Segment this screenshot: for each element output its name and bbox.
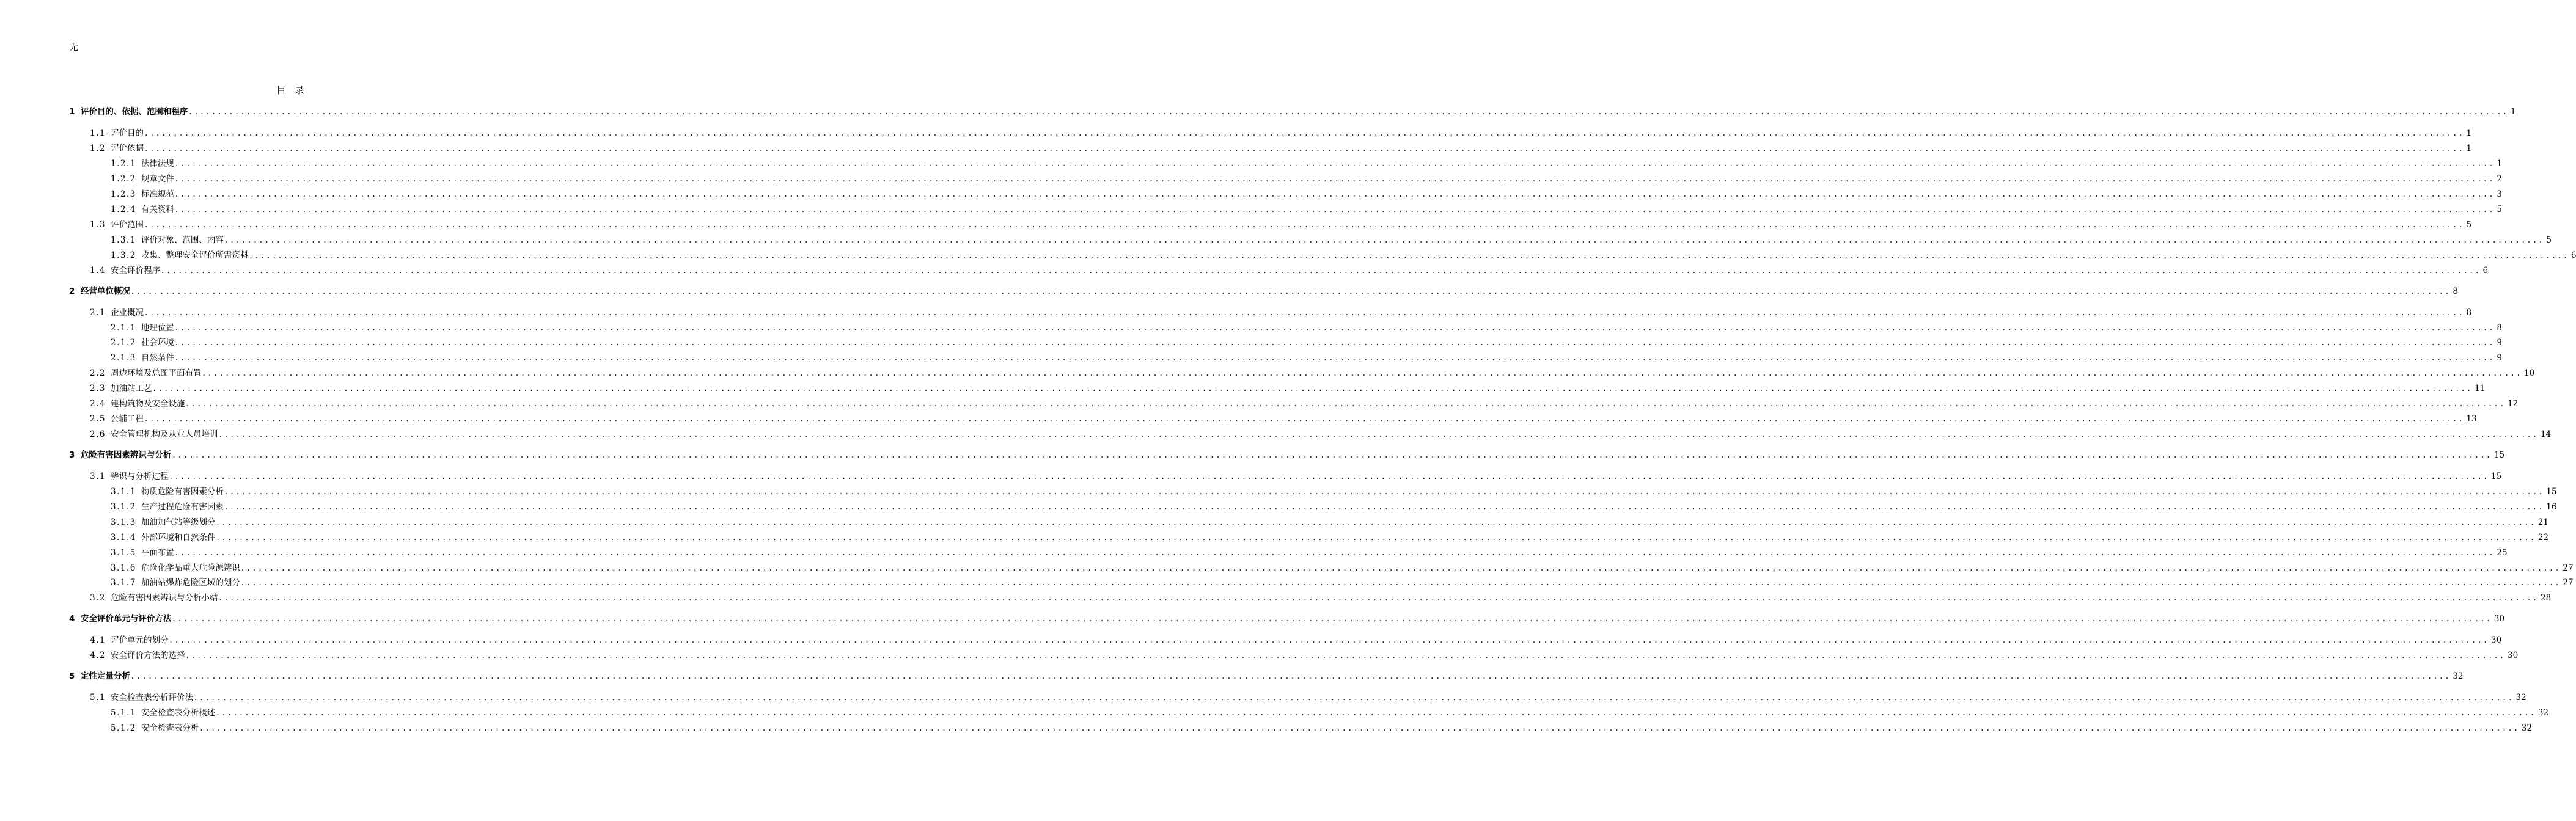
toc-entry-title: 法律法规: [141, 159, 174, 169]
toc-entry-title: 评价目的: [110, 128, 144, 138]
toc-entry[interactable]: [111, 322, 2502, 334]
toc-entry-number: 3.2: [90, 593, 106, 603]
toc-entry-page-number: 6: [2570, 250, 2576, 260]
toc-entry[interactable]: [90, 592, 2552, 604]
toc-entry-title: 地理位置: [141, 323, 174, 333]
toc-dot-leader: ................................................................................................................................................................................................................................................................................................................................................................................................................: [175, 548, 2496, 558]
toc-entry-page-number: 2: [2497, 174, 2502, 184]
toc-entry-title: 标准规范: [141, 189, 174, 199]
toc-entry-page-number: 6: [2482, 266, 2489, 275]
toc-dot-leader: ................................................................................................................................................................................................................................................................................................................................................................................................................: [194, 693, 2515, 702]
toc-dot-leader: ................................................................................................................................................................................................................................................................................................................................................................................................................: [189, 107, 2509, 117]
toc-entry-page-number: 10: [2524, 368, 2535, 378]
toc-entry-page-number: 8: [2453, 286, 2459, 296]
toc-entry-title: 安全评价程序: [110, 266, 160, 275]
toc-entry[interactable]: [90, 428, 2552, 440]
toc-entry[interactable]: [90, 634, 2502, 646]
toc-dot-leader: ................................................................................................................................................................................................................................................................................................................................................................................................................: [175, 174, 2496, 184]
toc-entry-page-number: 30: [2508, 651, 2519, 660]
toc-entry[interactable]: [69, 613, 2505, 625]
toc-dot-leader: ................................................................................................................................................................................................................................................................................................................................................................................................................: [175, 189, 2496, 199]
toc-entry-page-number: 25: [2497, 548, 2508, 558]
toc-entry-title: 安全评价方法的选择: [110, 651, 185, 660]
toc-entry-page-number: 1: [2497, 159, 2502, 169]
toc-entry-page-number: 30: [2493, 614, 2505, 624]
toc-dot-leader: ................................................................................................................................................................................................................................................................................................................................................................................................................: [224, 487, 2545, 497]
toc-entry[interactable]: [111, 352, 2502, 364]
toc-dot-leader: ................................................................................................................................................................................................................................................................................................................................................................................................................: [202, 368, 2523, 378]
toc-dot-leader: ................................................................................................................................................................................................................................................................................................................................................................................................................: [172, 614, 2493, 624]
toc-dot-leader: ................................................................................................................................................................................................................................................................................................................................................................................................................: [216, 533, 2537, 542]
toc-entry-number: 3.1.3: [111, 517, 136, 527]
toc-entry-title: 经营单位概况: [80, 286, 130, 296]
toc-entry[interactable]: [111, 486, 2557, 498]
toc-entry[interactable]: [111, 249, 2576, 261]
toc-entry[interactable]: [69, 285, 2459, 297]
toc-dot-leader: ................................................................................................................................................................................................................................................................................................................................................................................................................: [186, 399, 2506, 409]
toc-entry[interactable]: [90, 219, 2472, 231]
toc-entry[interactable]: [90, 382, 2486, 395]
toc-entry-title: 安全评价单元与评价方法: [80, 614, 172, 624]
toc-dot-leader: ................................................................................................................................................................................................................................................................................................................................................................................................................: [241, 578, 2562, 588]
toc-entry[interactable]: [111, 501, 2557, 513]
toc-entry-title: 危险有害因素辨识与分析: [80, 450, 172, 460]
toc-entry-page-number: 1: [2510, 107, 2516, 117]
toc-entry-number: 2.3: [90, 384, 106, 393]
toc-dot-leader: ................................................................................................................................................................................................................................................................................................................................................................................................................: [249, 250, 2570, 260]
toc-entry-page-number: 1: [2466, 144, 2472, 153]
toc-entry-number: 3: [69, 450, 76, 460]
toc-entry-number: 3.1.2: [111, 502, 136, 512]
toc-entry[interactable]: [90, 142, 2472, 155]
toc-entry-title: 周边环境及总图平面布置: [110, 368, 202, 378]
toc-entry[interactable]: [90, 413, 2477, 425]
toc-entry-number: 2: [69, 286, 76, 296]
toc-entry-title: 建构筑物及安全设施: [110, 399, 185, 409]
toc-entry[interactable]: [90, 691, 2526, 704]
toc-entry-title: 社会环境: [141, 338, 174, 348]
toc-entry-title: 危险化学品重大危险源辨识: [141, 563, 240, 573]
toc-entry-number: 5.1.1: [111, 708, 136, 718]
toc-entry[interactable]: [90, 398, 2519, 410]
toc-dot-leader: ................................................................................................................................................................................................................................................................................................................................................................................................................: [169, 472, 2490, 481]
toc-dot-leader: ................................................................................................................................................................................................................................................................................................................................................................................................................: [216, 708, 2537, 718]
toc-entry-title: 评价对象、范围、内容: [141, 235, 224, 245]
toc-entry-page-number: 13: [2466, 414, 2477, 424]
toc-entry-page-number: 5: [2466, 220, 2472, 230]
toc-entry-title: 安全检查表分析: [141, 723, 199, 733]
toc-entry-number: 1.2.2: [111, 174, 136, 184]
toc-entry-title: 评价范围: [110, 220, 144, 230]
toc-entry-title: 定性定量分析: [80, 671, 130, 681]
toc-entry-page-number: 16: [2546, 502, 2557, 512]
toc-entry[interactable]: [69, 106, 2516, 118]
toc-entry-number: 2.1.2: [111, 338, 136, 348]
toc-dot-leader: ................................................................................................................................................................................................................................................................................................................................................................................................................: [224, 235, 2545, 245]
toc-entry[interactable]: [90, 470, 2502, 483]
toc-entry-number: 1.3.2: [111, 250, 136, 260]
toc-entry[interactable]: [111, 562, 2574, 574]
toc-entry-number: 3.1.4: [111, 533, 136, 542]
toc-entry-title: 安全检查表分析评价法: [110, 693, 193, 702]
toc-entry[interactable]: [111, 234, 2552, 246]
toc-entry-title: 辨识与分析过程: [110, 472, 169, 481]
toc-entry-page-number: 21: [2537, 517, 2549, 527]
toc-entry[interactable]: [111, 158, 2502, 170]
toc-entry-page-number: 22: [2537, 533, 2549, 542]
toc-dot-leader: ................................................................................................................................................................................................................................................................................................................................................................................................................: [216, 517, 2537, 527]
toc-entry-number: 1.2.4: [111, 205, 136, 214]
toc-entry[interactable]: [111, 188, 2502, 200]
toc-dot-leader: ................................................................................................................................................................................................................................................................................................................................................................................................................: [175, 323, 2496, 333]
toc-entry-title: 危险有害因素辨识与分析小结: [110, 593, 218, 603]
toc-entry-number: 1.1: [90, 128, 106, 138]
toc-entry-number: 2.5: [90, 414, 106, 424]
toc-entry-title: 企业概况: [110, 308, 144, 318]
toc-dot-leader: ................................................................................................................................................................................................................................................................................................................................................................................................................: [219, 429, 2539, 439]
toc-entry-page-number: 3: [2497, 189, 2502, 199]
toc-dot-leader: ................................................................................................................................................................................................................................................................................................................................................................................................................: [169, 635, 2490, 645]
toc-entry-title: 有关资料: [141, 205, 174, 214]
toc-entry-title: 外部环境和自然条件: [141, 533, 216, 542]
toc-entry-page-number: 5: [2497, 205, 2502, 214]
toc-entry-number: 2.4: [90, 399, 106, 409]
toc-entry-page-number: 30: [2491, 635, 2502, 645]
toc-entry-title: 平面布置: [141, 548, 174, 558]
toc-dot-leader: ................................................................................................................................................................................................................................................................................................................................................................................................................: [175, 338, 2496, 348]
toc-entry-title: 评价依据: [110, 144, 144, 153]
toc-entry-page-number: 27: [2563, 563, 2574, 573]
toc-entry-title: 公辅工程: [110, 414, 144, 424]
toc-entry-number: 1.2.3: [111, 189, 136, 199]
toc-entry-page-number: 15: [2493, 450, 2505, 460]
toc-entry[interactable]: [111, 337, 2502, 349]
toc-dot-leader: ................................................................................................................................................................................................................................................................................................................................................................................................................: [186, 651, 2506, 660]
toc-entry-number: 5.1: [90, 693, 106, 702]
toc-title: 目录: [276, 84, 313, 96]
toc-dot-leader: ................................................................................................................................................................................................................................................................................................................................................................................................................: [131, 286, 2452, 296]
toc-dot-leader: ................................................................................................................................................................................................................................................................................................................................................................................................................: [161, 266, 2482, 275]
toc-dot-leader: ................................................................................................................................................................................................................................................................................................................................................................................................................: [144, 414, 2465, 424]
toc-entry-title: 收集、整理安全评价所需资料: [141, 250, 249, 260]
toc-entry-number: 1.3.1: [111, 235, 136, 245]
toc-entry-number: 3.1.1: [111, 487, 136, 497]
toc-entry-title: 规章文件: [141, 174, 174, 184]
toc-dot-leader: ................................................................................................................................................................................................................................................................................................................................................................................................................: [131, 671, 2452, 681]
toc-entry-title: 物质危险有害因素分析: [141, 487, 224, 497]
toc-entry[interactable]: [90, 265, 2489, 277]
toc-entry[interactable]: [111, 516, 2549, 528]
toc-entry-number: 4.2: [90, 651, 106, 660]
toc-entry-number: 2.2: [90, 368, 106, 378]
toc-entry-page-number: 11: [2475, 384, 2486, 393]
toc-entry-number: 5.1.2: [111, 723, 136, 733]
toc-entry-page-number: 5: [2546, 235, 2552, 245]
toc-entry[interactable]: [111, 203, 2502, 216]
toc-entry-page-number: 8: [2497, 323, 2502, 333]
toc-entry-page-number: 9: [2497, 353, 2502, 363]
toc-entry-number: 5: [69, 671, 76, 681]
toc-dot-leader: ................................................................................................................................................................................................................................................................................................................................................................................................................: [153, 384, 2473, 393]
toc-entry-title: 安全管理机构及从业人员培训: [110, 429, 218, 439]
toc-entry-number: 3.1.6: [111, 563, 136, 573]
toc-entry-number: 4: [69, 614, 76, 624]
toc-entry[interactable]: [90, 367, 2535, 379]
toc-entry[interactable]: [69, 449, 2505, 461]
toc-dot-leader: ................................................................................................................................................................................................................................................................................................................................................................................................................: [200, 723, 2520, 733]
toc-entry-number: 3.1.5: [111, 548, 136, 558]
toc-dot-leader: ................................................................................................................................................................................................................................................................................................................................................................................................................: [144, 308, 2465, 318]
toc-entry[interactable]: [90, 307, 2472, 319]
toc-entry-number: 1.4: [90, 266, 106, 275]
toc-entry[interactable]: [69, 670, 2464, 682]
toc-entry-number: 1.2: [90, 144, 106, 153]
toc-entry-number: 1: [69, 107, 76, 117]
toc-entry-title: 加油站工艺: [110, 384, 152, 393]
toc-entry-number: 2.6: [90, 429, 106, 439]
toc-entry[interactable]: [111, 577, 2574, 589]
toc-entry[interactable]: [111, 531, 2549, 544]
toc-entry[interactable]: [111, 173, 2502, 185]
page-header-text: 无: [69, 42, 79, 53]
toc-entry-title: 加油站爆炸危险区域的划分: [141, 578, 240, 588]
toc-entry-page-number: 32: [2537, 708, 2549, 718]
toc-dot-leader: ................................................................................................................................................................................................................................................................................................................................................................................................................: [144, 128, 2465, 138]
toc-entry-page-number: 32: [2521, 723, 2533, 733]
toc-dot-leader: ................................................................................................................................................................................................................................................................................................................................................................................................................: [144, 220, 2465, 230]
toc-dot-leader: ................................................................................................................................................................................................................................................................................................................................................................................................................: [175, 205, 2496, 214]
toc-entry-title: 安全检查表分析概述: [141, 708, 216, 718]
toc-entry[interactable]: [90, 649, 2519, 662]
toc-entry[interactable]: [90, 127, 2472, 139]
toc-entry-page-number: 15: [2546, 487, 2557, 497]
toc-dot-leader: ................................................................................................................................................................................................................................................................................................................................................................................................................: [175, 353, 2496, 363]
toc-dot-leader: ................................................................................................................................................................................................................................................................................................................................................................................................................: [219, 593, 2539, 603]
toc-entry-number: 2.1.1: [111, 323, 136, 333]
toc-entry-number: 1.2.1: [111, 159, 136, 169]
toc-entry-number: 3.1: [90, 472, 106, 481]
toc-entry-title: 评价目的、依据、范围和程序: [80, 107, 188, 117]
toc-dot-leader: ................................................................................................................................................................................................................................................................................................................................................................................................................: [175, 159, 2496, 169]
toc-entry-number: 2.1: [90, 308, 106, 318]
toc-entry-number: 1.3: [90, 220, 106, 230]
toc-dot-leader: ................................................................................................................................................................................................................................................................................................................................................................................................................: [224, 502, 2545, 512]
toc-entry-page-number: 1: [2466, 128, 2472, 138]
toc-entry-page-number: 15: [2491, 472, 2502, 481]
toc-entry-number: 3.1.7: [111, 578, 136, 588]
toc-entry[interactable]: [111, 547, 2508, 559]
toc-entry-page-number: 12: [2508, 399, 2519, 409]
toc-entry-page-number: 14: [2541, 429, 2552, 439]
toc-entry-page-number: 9: [2497, 338, 2502, 348]
toc-dot-leader: ................................................................................................................................................................................................................................................................................................................................................................................................................: [241, 563, 2562, 573]
toc-dot-leader: ................................................................................................................................................................................................................................................................................................................................................................................................................: [172, 450, 2493, 460]
toc-entry-title: 加油加气站等级划分: [141, 517, 216, 527]
toc-entry-number: 2.1.3: [111, 353, 136, 363]
toc-entry-page-number: 8: [2466, 308, 2472, 318]
toc-entry-page-number: 32: [2515, 693, 2526, 702]
toc-entry-page-number: 27: [2563, 578, 2574, 588]
toc-entry[interactable]: [111, 722, 2533, 734]
toc-entry-title: 自然条件: [141, 353, 174, 363]
toc-entry-page-number: 32: [2453, 671, 2464, 681]
toc-dot-leader: ................................................................................................................................................................................................................................................................................................................................................................................................................: [144, 144, 2465, 153]
toc-entry-number: 4.1: [90, 635, 106, 645]
toc-entry[interactable]: [111, 707, 2549, 719]
toc-entry-title: 生产过程危险有害因素: [141, 502, 224, 512]
toc-entry-page-number: 28: [2541, 593, 2552, 603]
toc-entry-title: 评价单元的划分: [110, 635, 169, 645]
